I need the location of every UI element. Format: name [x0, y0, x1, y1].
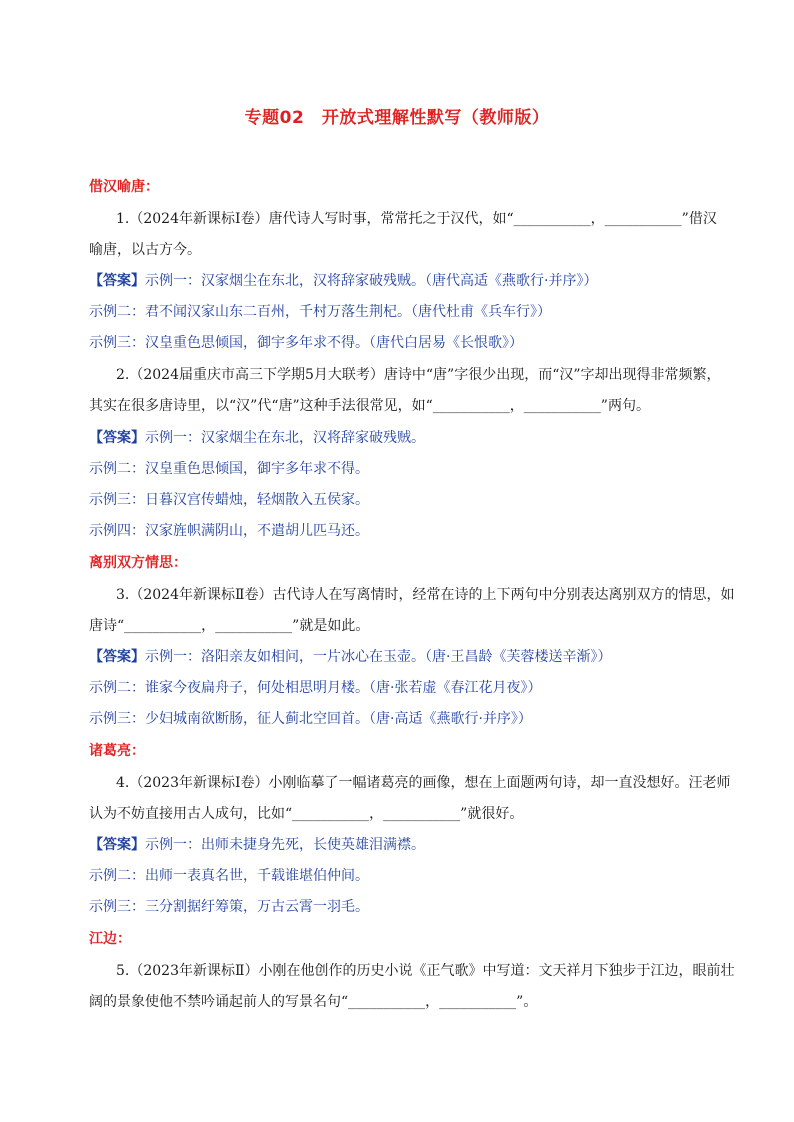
section-heading: 借汉喻唐：: [89, 179, 159, 195]
answer-tag: 【答案】: [89, 273, 145, 289]
answer-3-example-1: 【答案】示例一：洛阳亲友如相问，一片冰心在玉壶。（唐·王昌龄《芙蓉楼送辛渐》）: [89, 649, 612, 665]
question-1-line-1: 1.（2024年新课标Ⅰ卷）唐代诗人写时事，常常托之于汉代，如“___________，___________”借汉: [116, 211, 717, 227]
answer-2-example-1: 【答案】示例一：汉家烟尘在东北，汉将辞家破残贼。: [89, 430, 425, 446]
answer-3-example-2: 示例二：谁家今夜扁舟子，何处相思明月楼。（唐·张若虚《春江花月夜》）: [89, 680, 542, 696]
question-2-line-2: 其实在很多唐诗里，以“汉”代“唐”这种手法很常见，如“___________，___________”两句。: [89, 398, 650, 414]
question-3-line-1: 3.（2024年新课标Ⅱ卷）古代诗人在写离情时，经常在诗的上下两句中分别表达离别双方的情思，如: [116, 587, 735, 603]
section-heading: 离别双方情思：: [89, 555, 187, 571]
answer-2-example-4: 示例四：汉家旌帜满阴山，不遣胡儿匹马还。: [89, 523, 369, 539]
answer-4-example-3: 示例三：三分割据纡筹策，万古云霄一羽毛。: [89, 899, 369, 915]
answer-tag: 【答案】: [89, 837, 145, 853]
question-1-line-2: 喻唐，以古方今。: [89, 242, 201, 258]
question-2-line-1: 2.（2024届重庆市高三下学期5月大联考）唐诗中“唐”字很少出现，而“汉”字却出现得非常频繁，: [116, 367, 721, 383]
question-5-line-1: 5.（2023年新课标Ⅱ）小刚在他创作的历史小说《正气歌》中写道：文天祥月下独步于江边，眼前壮: [116, 963, 735, 979]
answer-3-example-3: 示例三：少妇城南欲断肠，征人蓟北空回首。（唐·高适《燕歌行·并序》）: [89, 711, 532, 727]
answer-tag: 【答案】: [89, 649, 145, 665]
page-title: 专题02 开放式理解性默写（教师版）: [244, 108, 550, 128]
answer-2-example-3: 示例三：日暮汉宫传蜡烛，轻烟散入五侯家。: [89, 492, 369, 508]
answer-1-example-2: 示例二：君不闻汉家山东二百州，千村万落生荆杞。（唐代杜甫《兵车行》）: [89, 304, 551, 320]
section-heading: 诸葛亮：: [89, 743, 145, 759]
question-4-line-1: 4.（2023年新课标Ⅰ卷）小刚临摹了一幅诸葛亮的画像，想在上面题两句诗，却一直没想好。汪老师: [116, 775, 731, 791]
answer-tag: 【答案】: [89, 430, 145, 446]
answer-2-example-2: 示例二：汉皇重色思倾国，御宇多年求不得。: [89, 461, 369, 477]
answer-1-example-1: 【答案】示例一：汉家烟尘在东北，汉将辞家破残贼。（唐代高适《燕歌行·并序》）: [89, 273, 598, 289]
answer-1-example-3: 示例三：汉皇重色思倾国，御宇多年求不得。（唐代白居易《长恨歌》）: [89, 335, 523, 351]
answer-4-example-2: 示例二：出师一表真名世，千载谁堪伯仲间。: [89, 868, 369, 884]
question-4-line-2: 认为不妨直接用古人成句，比如“___________，___________”就很好。: [89, 806, 524, 822]
question-3-line-2: 唐诗“___________，___________”就是如此。: [89, 618, 370, 634]
answer-4-example-1: 【答案】示例一：出师未捷身先死，长使英雄泪满襟。: [89, 837, 425, 853]
question-5-line-2: 阔的景象使他不禁吟诵起前人的写景名句“___________，___________”。: [89, 994, 538, 1010]
section-heading: 江边：: [89, 931, 131, 947]
